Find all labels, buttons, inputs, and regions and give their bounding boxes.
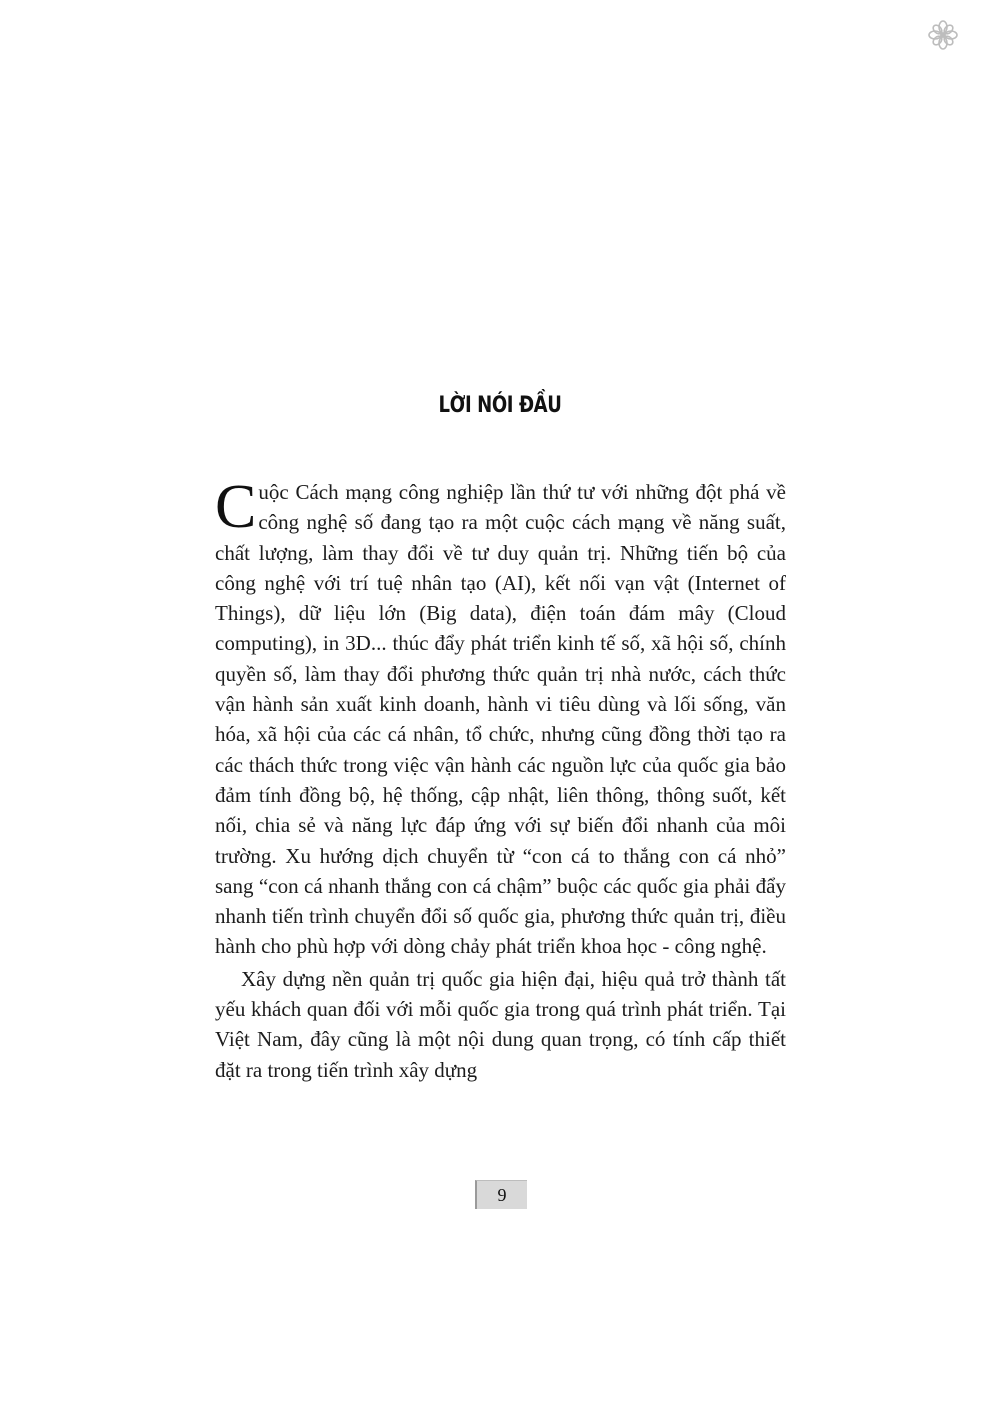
paragraph-1-text: uộc Cách mạng công nghiệp lần thứ tư với những đột phá về công nghệ số đang tạo ra một cuộc cách mạng về năng suất, chất lượng, làm thay đổi về tư duy quản trị. Những tiến bộ của công nghệ với trí tuệ nhân tạo (AI), kết nối vạn vật (Internet of Things), dữ liệu lớn (Big data), điện toán đám mây (Cloud computing), in 3D... thúc đẩy phát triển kinh tế số, xã hội số, chính quyền số, làm thay đổi phương thức quản trị nhà nước, cách thức vận hành sản xuất kinh doanh, hành vi tiêu dùng và lối sống, văn hóa, xã hội của các cá nhân, tổ chức, nhưng cũng đồng thời tạo ra các thách thức trong việc vận hành các nguồn lực của quốc gia bảo đảm tính đồng bộ, hệ thống, cập nhật, liên thông, thông suốt, kết nối, chia sẻ và năng lực đáp ứng với sự biến đổi nhanh của môi trường. Xu hướng dịch chuyển từ “con cá to thắng con cá nhỏ” sang “con cá nhanh thắng con cá chậm” buộc các quốc gia phải đẩy nhanh tiến trình chuyển đổi số quốc gia, phương thức quản trị, điều hành cho phù hợp với dòng chảy phát triển khoa học - công nghệ. bbox=[215, 480, 786, 959]
page-title: LỜI NÓI ĐẦU bbox=[438, 393, 562, 418]
flower-ornament-icon bbox=[928, 20, 958, 50]
body-text bbox=[215, 473, 786, 1085]
drop-cap: C bbox=[215, 473, 257, 541]
paragraph-1 bbox=[215, 473, 786, 962]
paragraph-2: Xây dựng nền quản trị quốc gia hiện đại, hiệu quả trở thành tất yếu khách quan đối với mỗi quốc gia trong quá trình phát triển. Tại Việt Nam, đây cũng là một nội dung quan trọng, có tính cấp thiết đặt ra trong tiến trình xây dựng bbox=[215, 966, 786, 1082]
page-number: 9 bbox=[475, 1180, 527, 1209]
